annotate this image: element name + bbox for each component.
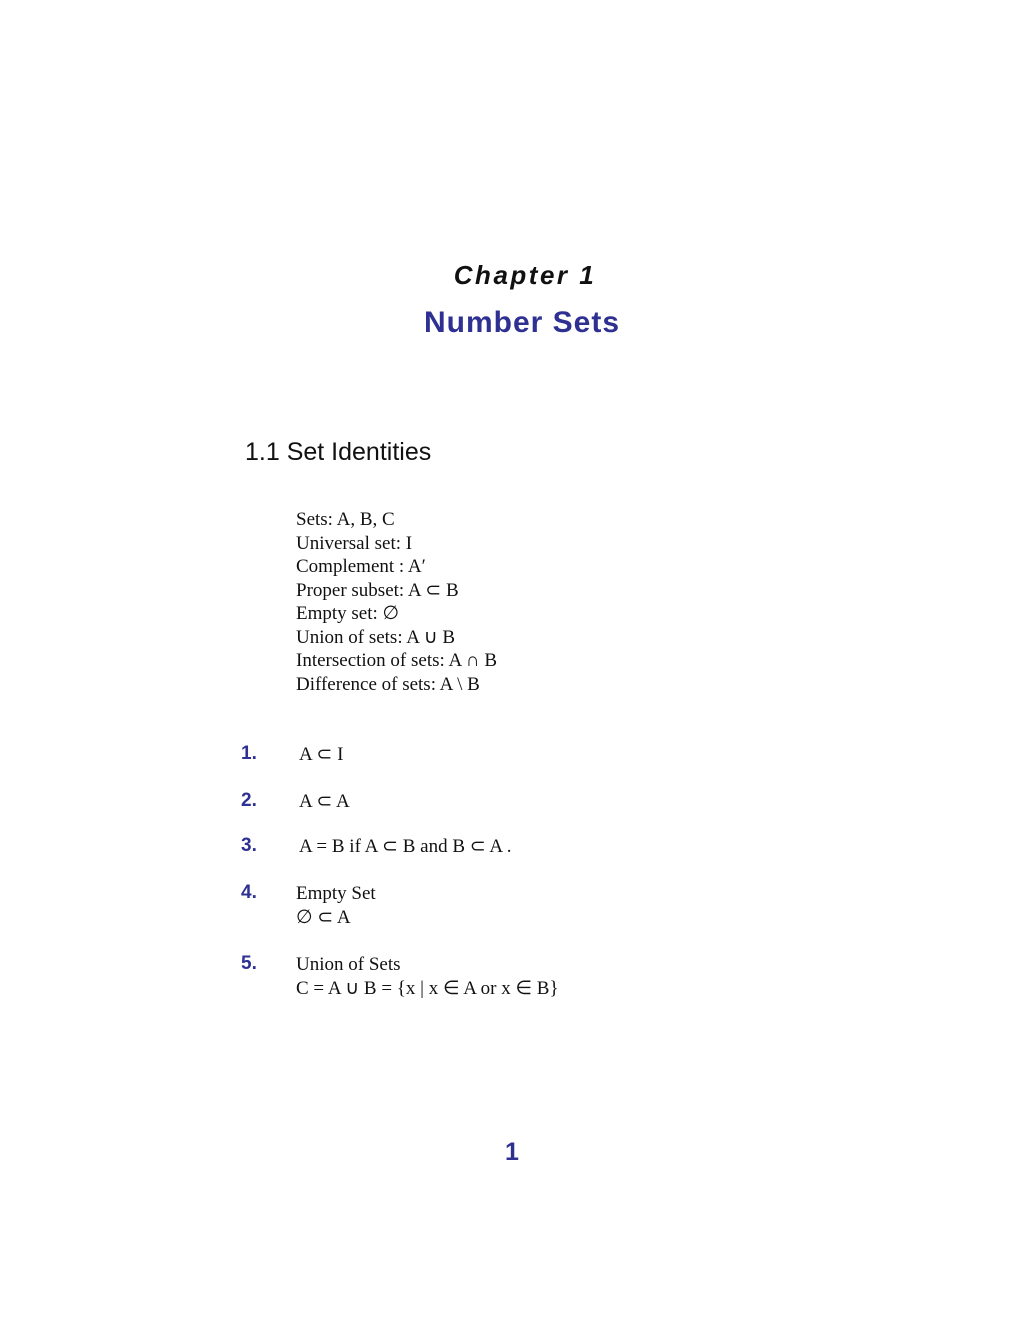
item-1-formula: A ⊂ I bbox=[299, 744, 344, 765]
page-number: 1 bbox=[505, 1138, 519, 1166]
notation-intersection: Intersection of sets: A ∩ B bbox=[296, 650, 498, 671]
notation-sets: Sets: A, B, C bbox=[296, 509, 395, 530]
item-body-3 bbox=[299, 835, 512, 859]
item-number-5: 5. bbox=[241, 953, 257, 974]
item-number-2: 2. bbox=[241, 790, 257, 811]
item-body-4 bbox=[296, 882, 376, 930]
item-5-heading: Union of Sets bbox=[296, 954, 401, 975]
notation-universal-set: Universal set: I bbox=[296, 532, 413, 554]
item-3-formula: A = B if A ⊂ B and B ⊂ A . bbox=[299, 836, 512, 857]
item-number-3: 3. bbox=[241, 835, 257, 856]
notation-union: Union of sets: A ∪ B bbox=[296, 626, 456, 648]
notation-list bbox=[296, 508, 497, 696]
item-body-1 bbox=[299, 743, 343, 767]
chapter-label: Chapter 1 bbox=[453, 260, 597, 290]
item-4-heading: Empty Set bbox=[296, 883, 376, 904]
item-number-1: 1. bbox=[241, 743, 257, 764]
item-4-formula: ∅ ⊂ A bbox=[296, 907, 351, 928]
notation-complement: Complement : A′ bbox=[296, 556, 426, 577]
item-number-4: 4. bbox=[241, 882, 257, 903]
section-title: 1.1 Set Identities bbox=[245, 438, 432, 466]
item-2-formula: A ⊂ A bbox=[299, 791, 350, 812]
chapter-title: Number Sets bbox=[423, 306, 621, 339]
item-5-formula: C = A ∪ B = {x | x ∈ A or x ∈ B} bbox=[296, 978, 559, 999]
item-body-2 bbox=[299, 790, 350, 814]
notation-proper-subset: Proper subset: A ⊂ B bbox=[296, 579, 459, 601]
item-body-5 bbox=[296, 953, 559, 1001]
notation-difference: Difference of sets: A \ B bbox=[296, 673, 480, 695]
notation-empty-set: Empty set: ∅ bbox=[296, 603, 400, 624]
